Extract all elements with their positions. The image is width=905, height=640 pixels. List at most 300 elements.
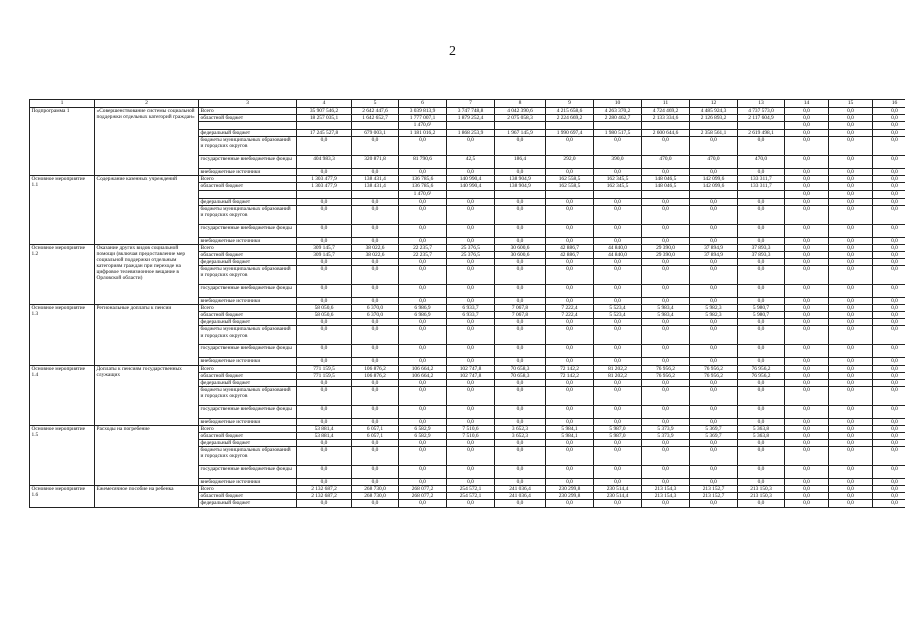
value-cell: 0,0 (642, 224, 690, 237)
value-cell: 29 390,0 (642, 251, 690, 258)
value-cell: 0,0 (642, 298, 690, 305)
funding-source: областной бюджет (199, 312, 297, 319)
program-name: «Совершенствование системы социальной поддержки отдельных категорий граждан» (95, 108, 199, 176)
value-cell: 2 619 498,1 (738, 130, 785, 137)
value-cell: 7 067,8 (495, 305, 546, 312)
value-cell: 0,0 (785, 298, 829, 305)
value-cell: 0,0 (297, 258, 352, 265)
value-cell: 470,0 (738, 156, 785, 169)
value-cell: 0,0 (495, 224, 546, 237)
value-cell: 0,0 (873, 493, 905, 500)
value-cell: 0,0 (690, 285, 738, 298)
value-cell: 0,0 (352, 169, 399, 176)
value-cell: 5 987,0 (594, 425, 642, 432)
value-cell: 0,0 (873, 319, 905, 326)
funding-source: федеральный бюджет (199, 130, 297, 137)
value-cell: 0,0 (785, 386, 829, 405)
value-cell: 0,0 (594, 258, 642, 265)
value-cell: 140 990,4 (447, 176, 495, 183)
value-cell: 5 363,8 (738, 432, 785, 439)
value-cell: 0,0 (495, 479, 546, 486)
value-cell: 0,0 (297, 205, 352, 224)
funding-source: федеральный бюджет (199, 440, 297, 447)
value-cell: 0,0 (352, 379, 399, 386)
header-row (30, 100, 905, 108)
value-cell: 0,0 (447, 205, 495, 224)
value-cell: 0,0 (546, 258, 594, 265)
value-cell: 0,0 (594, 386, 642, 405)
value-cell: 0,0 (785, 326, 829, 345)
value-cell: 0,0 (447, 479, 495, 486)
funding-source: государственные внебюджетные фонды (199, 466, 297, 479)
value-cell: 0,0 (399, 405, 447, 418)
value-cell: 38 022,6 (352, 244, 399, 251)
value-cell: 0,0 (546, 500, 594, 507)
funding-source: Всего (199, 305, 297, 312)
value-cell: 0,0 (873, 258, 905, 265)
value-cell: 0,0 (873, 305, 905, 312)
value-cell: 0,0 (352, 137, 399, 156)
value-cell: 2 132 687,2 (297, 493, 352, 500)
value-cell: 7 510,6 (447, 425, 495, 432)
value-cell: 0,0 (447, 258, 495, 265)
header-cell: 2 (95, 100, 199, 108)
value-cell: 0,0 (738, 379, 785, 386)
value-cell: 0,0 (352, 224, 399, 237)
value-cell: 0,0 (594, 345, 642, 358)
value-cell: 0,0 (447, 298, 495, 305)
value-cell: 0,0 (873, 130, 905, 137)
value-cell: 0,0 (495, 298, 546, 305)
value-cell: 0,0 (642, 440, 690, 447)
value-cell: 6 933,7 (447, 305, 495, 312)
value-cell: 30 600,6 (495, 251, 546, 258)
value-cell: 25 376,5 (447, 244, 495, 251)
value-cell: 0,0 (690, 205, 738, 224)
value-cell: 0,0 (785, 358, 829, 365)
value-cell: 390,0 (594, 156, 642, 169)
value-cell: 5 982,3 (690, 312, 738, 319)
funding-source: внебюджетные источники (199, 237, 297, 244)
value-cell: 0,0 (873, 326, 905, 345)
value-cell: 0,0 (594, 266, 642, 285)
value-cell: 136 785,6 (399, 176, 447, 183)
value-cell: 2 358 561,1 (690, 130, 738, 137)
value-cell: 0,0 (738, 298, 785, 305)
funding-source: бюджеты муниципальных образований и городских округов (199, 266, 297, 285)
value-cell: 0,0 (399, 440, 447, 447)
value-cell: 37 893,3 (738, 244, 785, 251)
funding-source: федеральный бюджет (199, 500, 297, 507)
value-cell: 0,0 (399, 319, 447, 326)
value-cell: 0,0 (785, 169, 829, 176)
value-cell: 0,0 (785, 319, 829, 326)
value-cell: 230 514,4 (594, 486, 642, 493)
value-cell: 38 022,6 (352, 251, 399, 258)
value-cell: 0,0 (690, 418, 738, 425)
value-cell (594, 122, 642, 130)
header-cell: 11 (642, 100, 690, 108)
value-cell: 0,0 (873, 466, 905, 479)
value-cell: 0,0 (785, 312, 829, 319)
value-cell: 0,0 (785, 500, 829, 507)
value-cell: 4 737 573,0 (738, 108, 785, 115)
value-cell: 140 990,4 (447, 183, 495, 190)
funding-source: бюджеты муниципальных образований и городских округов (199, 386, 297, 405)
value-cell: 2 132 687,2 (297, 486, 352, 493)
value-cell: 0,0 (690, 386, 738, 405)
value-cell: 0,0 (642, 169, 690, 176)
funding-source: Всего (199, 176, 297, 183)
value-cell: 0,0 (690, 258, 738, 265)
value-cell: 0,0 (546, 479, 594, 486)
value-cell: 0,0 (738, 358, 785, 365)
value-cell: 0,0 (873, 183, 905, 190)
program-name: Доплаты к пенсиям государственных служащих (95, 365, 199, 425)
value-cell: 470,0 (642, 156, 690, 169)
value-cell: 0,0 (690, 137, 738, 156)
value-cell: 0,0 (873, 432, 905, 439)
value-cell: 0,0 (690, 237, 738, 244)
funding-source: федеральный бюджет (199, 198, 297, 205)
funding-source: Всего (199, 425, 297, 432)
value-cell: 0,0 (690, 224, 738, 237)
value-cell: 0,0 (594, 319, 642, 326)
value-cell: 0,0 (495, 405, 546, 418)
value-cell: 76 956,2 (642, 365, 690, 372)
value-cell: 106 876,2 (352, 365, 399, 372)
value-cell: 0,0 (399, 379, 447, 386)
value-cell: 30 600,6 (495, 244, 546, 251)
value-cell: 0,0 (873, 108, 905, 115)
value-cell: 0,0 (642, 447, 690, 466)
funding-table (29, 99, 905, 508)
value-cell: 136 785,6 (399, 183, 447, 190)
value-cell: 0,0 (785, 244, 829, 251)
value-cell: 0,0 (594, 205, 642, 224)
value-cell: 0,0 (829, 176, 873, 183)
funding-source: федеральный бюджет (199, 319, 297, 326)
value-cell: 148 046,5 (642, 183, 690, 190)
program-name: Региональные доплаты к пенсии (95, 305, 199, 365)
value-cell: 5 984,1 (546, 432, 594, 439)
value-cell: 37 893,3 (738, 251, 785, 258)
value-cell: 1 990 697,4 (546, 130, 594, 137)
funding-source: государственные внебюджетные фонды (199, 156, 297, 169)
value-cell: 0,0 (738, 447, 785, 466)
value-cell: 0,0 (447, 237, 495, 244)
value-cell: 0,0 (785, 372, 829, 379)
value-cell: 0,0 (873, 405, 905, 418)
value-cell: 0,0 (690, 198, 738, 205)
value-cell: 0,0 (829, 372, 873, 379)
value-cell (642, 122, 690, 130)
value-cell: 771 159,5 (297, 372, 352, 379)
funding-source: государственные внебюджетные фонды (199, 345, 297, 358)
value-cell: 0,0 (297, 479, 352, 486)
value-cell: 0,0 (399, 358, 447, 365)
value-cell: 0,0 (738, 319, 785, 326)
value-cell: 0,0 (447, 386, 495, 405)
value-cell: 6 057,1 (352, 425, 399, 432)
value-cell: 0,0 (546, 169, 594, 176)
table-row (30, 365, 905, 372)
value-cell: 0,0 (873, 285, 905, 298)
value-cell: 0,0 (785, 466, 829, 479)
value-cell: 0,0 (642, 386, 690, 405)
page-number: 2 (449, 44, 456, 59)
value-cell: 0,0 (873, 418, 905, 425)
program-code: Основное мероприятие 1.4 (30, 365, 95, 425)
value-cell: 0,0 (352, 237, 399, 244)
value-cell: 0,0 (447, 169, 495, 176)
value-cell: 102 747,8 (447, 372, 495, 379)
value-cell: 1 868 253,9 (447, 130, 495, 137)
value-cell: 0,0 (546, 418, 594, 425)
value-cell: 0,0 (495, 379, 546, 386)
funding-source: Всего (199, 486, 297, 493)
value-cell: 0,0 (447, 466, 495, 479)
value-cell: 0,0 (495, 345, 546, 358)
value-cell: 29 390,0 (642, 244, 690, 251)
value-cell: 0,0 (785, 108, 829, 115)
value-cell: 0,0 (785, 418, 829, 425)
value-cell: 0,0 (399, 386, 447, 405)
value-cell: 0,0 (352, 479, 399, 486)
header-cell: 13 (738, 100, 785, 108)
value-cell: 0,0 (546, 345, 594, 358)
value-cell: 44 840,0 (594, 251, 642, 258)
value-cell: 0,0 (829, 298, 873, 305)
value-cell: 138 904,9 (495, 183, 546, 190)
value-cell: 404 983,3 (297, 156, 352, 169)
value-cell: 0,0 (642, 198, 690, 205)
header-cell: 4 (297, 100, 352, 108)
value-cell: 0,0 (738, 205, 785, 224)
value-cell: 0,0 (690, 266, 738, 285)
value-cell: 0,0 (873, 479, 905, 486)
value-cell: 0,0 (690, 500, 738, 507)
value-cell: 2 642 447,6 (352, 108, 399, 115)
value-cell: 0,0 (738, 386, 785, 405)
value-cell: 0,0 (785, 345, 829, 358)
value-cell: 0,0 (546, 198, 594, 205)
program-code: Основное мероприятие 1.3 (30, 305, 95, 365)
value-cell: 5 373,9 (642, 432, 690, 439)
value-cell: 53 881,4 (297, 425, 352, 432)
value-cell: 0,0 (546, 379, 594, 386)
value-cell: 0,0 (495, 237, 546, 244)
value-cell: 5 980,7 (738, 305, 785, 312)
value-cell: 162 345,5 (594, 176, 642, 183)
value-cell (546, 190, 594, 198)
value-cell: 58 050,6 (297, 305, 352, 312)
value-cell: 0,0 (829, 115, 873, 122)
value-cell: 0,0 (447, 418, 495, 425)
header-cell: 10 (594, 100, 642, 108)
value-cell: 0,0 (352, 447, 399, 466)
value-cell: 0,0 (873, 266, 905, 285)
value-cell: 0,0 (829, 190, 873, 198)
value-cell: 6 582,9 (399, 425, 447, 432)
value-cell: 0,0 (829, 379, 873, 386)
value-cell: 1 303 477,9 (297, 176, 352, 183)
table-row (30, 486, 905, 493)
value-cell: 1 879 252,4 (447, 115, 495, 122)
value-cell: 0,0 (594, 447, 642, 466)
value-cell: 0,0 (785, 237, 829, 244)
value-cell: 0,0 (447, 326, 495, 345)
value-cell: 0,0 (546, 405, 594, 418)
value-cell: 0,0 (594, 479, 642, 486)
program-code: Подпрограмма 1 (30, 108, 95, 176)
value-cell: 6 933,7 (447, 312, 495, 319)
table-row (30, 108, 905, 115)
value-cell: 0,0 (785, 115, 829, 122)
value-cell: 0,0 (642, 358, 690, 365)
value-cell: 0,0 (829, 418, 873, 425)
value-cell: 0,0 (738, 137, 785, 156)
value-cell: 5 983,4 (642, 312, 690, 319)
value-cell: 4 485 924,3 (690, 108, 738, 115)
value-cell: 72 142,2 (546, 365, 594, 372)
value-cell: 2 133 334,6 (642, 115, 690, 122)
header-cell: 8 (495, 100, 546, 108)
value-cell: 213 150,3 (738, 486, 785, 493)
value-cell: 1 181 016,2 (399, 130, 447, 137)
value-cell: 0,0 (785, 258, 829, 265)
funding-source: внебюджетные источники (199, 169, 297, 176)
value-cell: 0,0 (829, 169, 873, 176)
value-cell: 37 894,9 (690, 244, 738, 251)
value-cell: 0,0 (495, 358, 546, 365)
value-cell: 81 202,2 (594, 372, 642, 379)
value-cell: 0,0 (495, 137, 546, 156)
value-cell: 241 036,4 (495, 493, 546, 500)
program-name: Расходы на погребение (95, 425, 199, 485)
funding-source: внебюджетные источники (199, 418, 297, 425)
funding-source: федеральный бюджет (199, 258, 297, 265)
value-cell: 0,0 (546, 326, 594, 345)
value-cell: 0,0 (873, 198, 905, 205)
value-cell: 102 747,8 (447, 365, 495, 372)
value-cell: 0,0 (785, 379, 829, 386)
value-cell: 0,0 (690, 326, 738, 345)
funding-source: государственные внебюджетные фонды (199, 405, 297, 418)
value-cell: 0,0 (546, 358, 594, 365)
value-cell: 0,0 (495, 440, 546, 447)
value-cell: 0,0 (785, 486, 829, 493)
value-cell: 0,0 (546, 440, 594, 447)
funding-source: областной бюджет (199, 432, 297, 439)
value-cell: 0,0 (829, 198, 873, 205)
funding-source (199, 122, 297, 130)
funding-source: областной бюджет (199, 115, 297, 122)
value-cell: 230 299,8 (546, 493, 594, 500)
value-cell: 0,0 (785, 440, 829, 447)
value-cell: 0,0 (873, 345, 905, 358)
value-cell: 5 984,1 (546, 425, 594, 432)
value-cell: 2 600 644,6 (642, 130, 690, 137)
funding-source: бюджеты муниципальных образований и городских округов (199, 326, 297, 345)
value-cell: 0,0 (642, 466, 690, 479)
value-cell: 4 724 469,2 (642, 108, 690, 115)
value-cell: 42 886,7 (546, 251, 594, 258)
program-name: Содержание казенных учреждений (95, 176, 199, 244)
value-cell (495, 122, 546, 130)
value-cell: 0,0 (690, 345, 738, 358)
value-cell: 0,0 (399, 266, 447, 285)
value-cell: 0,0 (447, 345, 495, 358)
value-cell: 0,0 (829, 266, 873, 285)
value-cell: 0,0 (352, 319, 399, 326)
table-row (30, 244, 905, 251)
value-cell: 0,0 (642, 500, 690, 507)
program-name: Ежемесячное пособие на ребенка (95, 486, 199, 507)
value-cell: 0,0 (873, 115, 905, 122)
value-cell: 0,0 (594, 285, 642, 298)
value-cell: 0,0 (873, 237, 905, 244)
value-cell: 0,0 (297, 386, 352, 405)
value-cell: 0,0 (829, 358, 873, 365)
value-cell (690, 190, 738, 198)
value-cell: 0,0 (297, 137, 352, 156)
value-cell: 0,0 (297, 326, 352, 345)
value-cell: 0,0 (738, 224, 785, 237)
value-cell: 213 152,7 (690, 486, 738, 493)
value-cell: 0,0 (873, 122, 905, 130)
value-cell: 0,0 (594, 298, 642, 305)
value-cell: 0,0 (399, 298, 447, 305)
value-cell: 0,0 (785, 365, 829, 372)
header-cell: 12 (690, 100, 738, 108)
value-cell: 0,0 (495, 447, 546, 466)
value-cell: 6 057,1 (352, 432, 399, 439)
value-cell: 0,0 (399, 326, 447, 345)
value-cell: 0,0 (546, 466, 594, 479)
funding-source (199, 190, 297, 198)
value-cell: 6 986,9 (399, 305, 447, 312)
value-cell: 0,0 (297, 358, 352, 365)
value-cell: 0,0 (642, 479, 690, 486)
value-cell: 0,0 (399, 447, 447, 466)
value-cell: 0,0 (495, 386, 546, 405)
funding-source: Всего (199, 365, 297, 372)
value-cell: 0,0 (447, 224, 495, 237)
value-cell: 0,0 (447, 447, 495, 466)
value-cell: 0,0 (447, 198, 495, 205)
value-cell: 0,0 (352, 500, 399, 507)
value-cell: 42 886,7 (546, 244, 594, 251)
value-cell: 0,0 (690, 479, 738, 486)
value-cell: 0,0 (873, 298, 905, 305)
value-cell: 162 558,5 (546, 183, 594, 190)
value-cell: 0,0 (690, 379, 738, 386)
value-cell: 0,0 (352, 386, 399, 405)
value-cell: 0,0 (829, 425, 873, 432)
value-cell: 268 077,2 (399, 486, 447, 493)
value-cell: 5 523,4 (594, 305, 642, 312)
value-cell: 0,0 (352, 358, 399, 365)
value-cell: 17 245 527,8 (297, 130, 352, 137)
value-cell: 0,0 (352, 405, 399, 418)
value-cell: 0,0 (297, 237, 352, 244)
value-cell: 148 046,5 (642, 176, 690, 183)
value-cell: 254 572,1 (447, 493, 495, 500)
value-cell: 0,0 (546, 298, 594, 305)
table-body (30, 100, 905, 508)
value-cell: 0,0 (546, 285, 594, 298)
